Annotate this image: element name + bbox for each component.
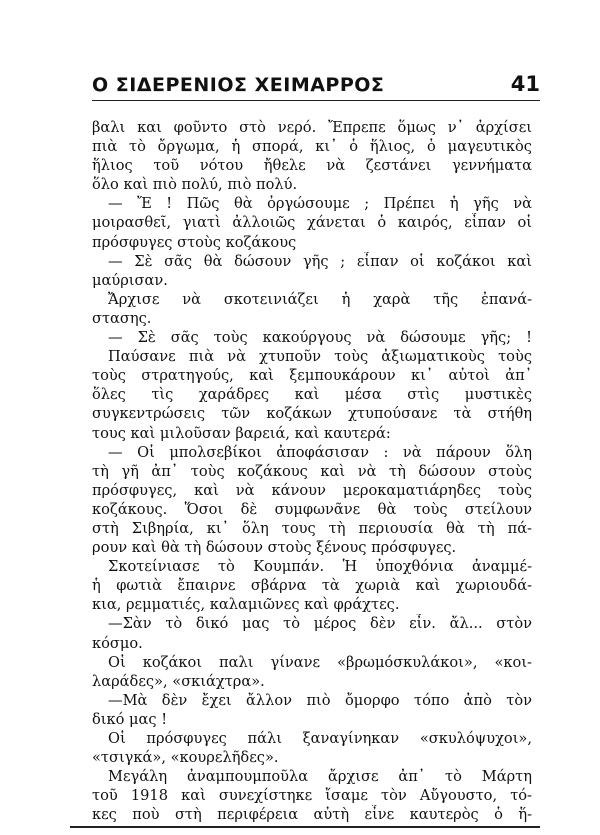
text-line: πρόσφυγες στοὺς κοζάκους [92, 233, 297, 251]
text-line: δικό μας ! [92, 710, 168, 728]
text-line: συγκεντρώσεις τῶν κοζάκων χτυπούσανε τὰ στήθη [92, 405, 532, 423]
text-line: — Ἔ ! Πῶς θὰ ὀργώσουμε ; Πρέπει ἡ γῆς νὰ [108, 195, 532, 213]
text-line: Ἄρχισε νὰ σκοτεινιάζει ἡ χαρὰ τῆς ἐπανά- [108, 290, 532, 308]
text-line: τοῦ 1918 καὶ συνεχίστηκε ἴσαμε τὸν Αὔγουστο, τό- [92, 787, 532, 805]
text-line: κόσμο. [92, 634, 143, 652]
text-line: τοὺς στρατηγούς, καὶ ξεμπουκάρουν κι᾿ αὐτοὶ ἀπ᾿ [92, 367, 532, 385]
text-line: τὴ γῆ ἀπ᾿ τοὺς κοζάκους καὶ νὰ τὴ δώσουν στοὺς [92, 462, 532, 480]
text-line: ὅλες τὶς χαράδρες καὶ μέσα στὶς μυστικὲς [92, 386, 532, 404]
text-line: τους καὶ μιλοῦσαν βαρειά, καὶ καυτερά: [92, 424, 391, 442]
text-line: πρόσφυγες, καὶ νὰ κάνουν μεροκαματιάρηδες τοὺς [92, 481, 532, 499]
text-line: Σκοτείνιασε τὸ Κουμπάν. Ἡ ὑποχθόνια ἀναμμέ- [108, 558, 532, 576]
header-rule [92, 100, 540, 101]
text-line: μοιρασθεῖ, γιατὶ ἀλλοιῶς χάνεται ὁ καιρός, εἶπαν οἱ [92, 214, 532, 232]
text-line: ὅλο καὶ πιὸ πολύ, πιὸ πολύ. [92, 176, 298, 194]
bottom-rule [70, 826, 540, 828]
text-line: Οἱ πρόσφυγες πάλι ξαναγίνηκαν «σκυλόψυχοι», [108, 730, 532, 747]
text-line: —Σὰν τὸ δικό μας τὸ μέρος δὲν εἶν. ἄλ... στὸν [108, 615, 532, 633]
text-line: —Μὰ δὲν ἔχει ἄλλον πιὸ ὄμορφο τόπο ἀπὸ τὸν [108, 691, 532, 709]
text-line: ἥλιος τοῦ νότου ἤθελε νὰ ζεστάνει γεννήματα [92, 157, 532, 175]
text-line: Οἱ κοζάκοι παλι γίνανε «βρωμόσκυλάκοι», «κοι- [108, 653, 532, 671]
text-line: βαλι και φοῦντο στὸ νερό. Ἔπρεπε ὅμως ν᾿ ἀρχίσει [92, 119, 532, 136]
text-line: στασης. [92, 309, 152, 327]
text-line: κια, ρεμματιές, καλαμιῶνες καὶ φράχτες. [92, 596, 400, 614]
body-text [92, 118, 532, 824]
text-line: στὴ Σιβηρία, κι᾿ ὅλη τους τὴ περιουσία θὰ τὴ πά- [92, 519, 532, 537]
text-line: κοζάκους. Ὅσοι δὲ συμφωνᾶνε θὰ τοὺς στείλουν [92, 500, 532, 518]
text-line: ἡ φωτιὰ ἔπαιρνε σβάρνα τὰ χωριὰ καὶ χωριουδά- [92, 577, 532, 595]
text-line: Μεγάλη ἀναμπουμποῦλα ἄρχισε ἀπ᾿ τὸ Μάρτη [108, 768, 532, 786]
text-line: πιὰ τὸ ὄργωμα, ἡ σπορά, κι᾿ ὁ ἥλιος, ὁ μαγευτικὸς [92, 138, 532, 156]
text-line: λαράδες», «σκιάχτρα». [92, 672, 265, 690]
text-line: — Σὲ σᾶς τοὺς κακούργους νὰ δώσουμε γῆς; ! [108, 329, 532, 347]
header-title: Ο ΣΙΔΕΡΕΝΙΟΣ ΧΕΙΜΑΡΡΟΣ [92, 74, 385, 96]
text-line: ρουν καὶ θὰ τὴ δώσουν στοὺς ξένους πρόσφυγες. [92, 539, 457, 557]
text-line: «τσιγκά», «κουρελῆδες». [92, 749, 279, 767]
text-line: — Οἱ μπολσεβίκοι ἀποφάσισαν : νὰ πάρουν ὅλη [108, 443, 532, 461]
running-header [92, 72, 540, 102]
text-line: — Σὲ σᾶς θὰ δώσουν γῆς ; εἶπαν οἱ κοζάκοι καὶ [108, 252, 532, 270]
text-line: Παύσανε πιὰ νὰ χτυποῦν τοὺς ἀξιωματικοὺς τοὺς [108, 348, 532, 366]
text-line: κες ποὺ στὴ περιφέρεια αὐτὴ εἶνε καυτερὸς ὁ ἥ- [92, 806, 532, 824]
page-number: 41 [510, 72, 540, 96]
text-line: μαύρισαν. [92, 271, 168, 289]
